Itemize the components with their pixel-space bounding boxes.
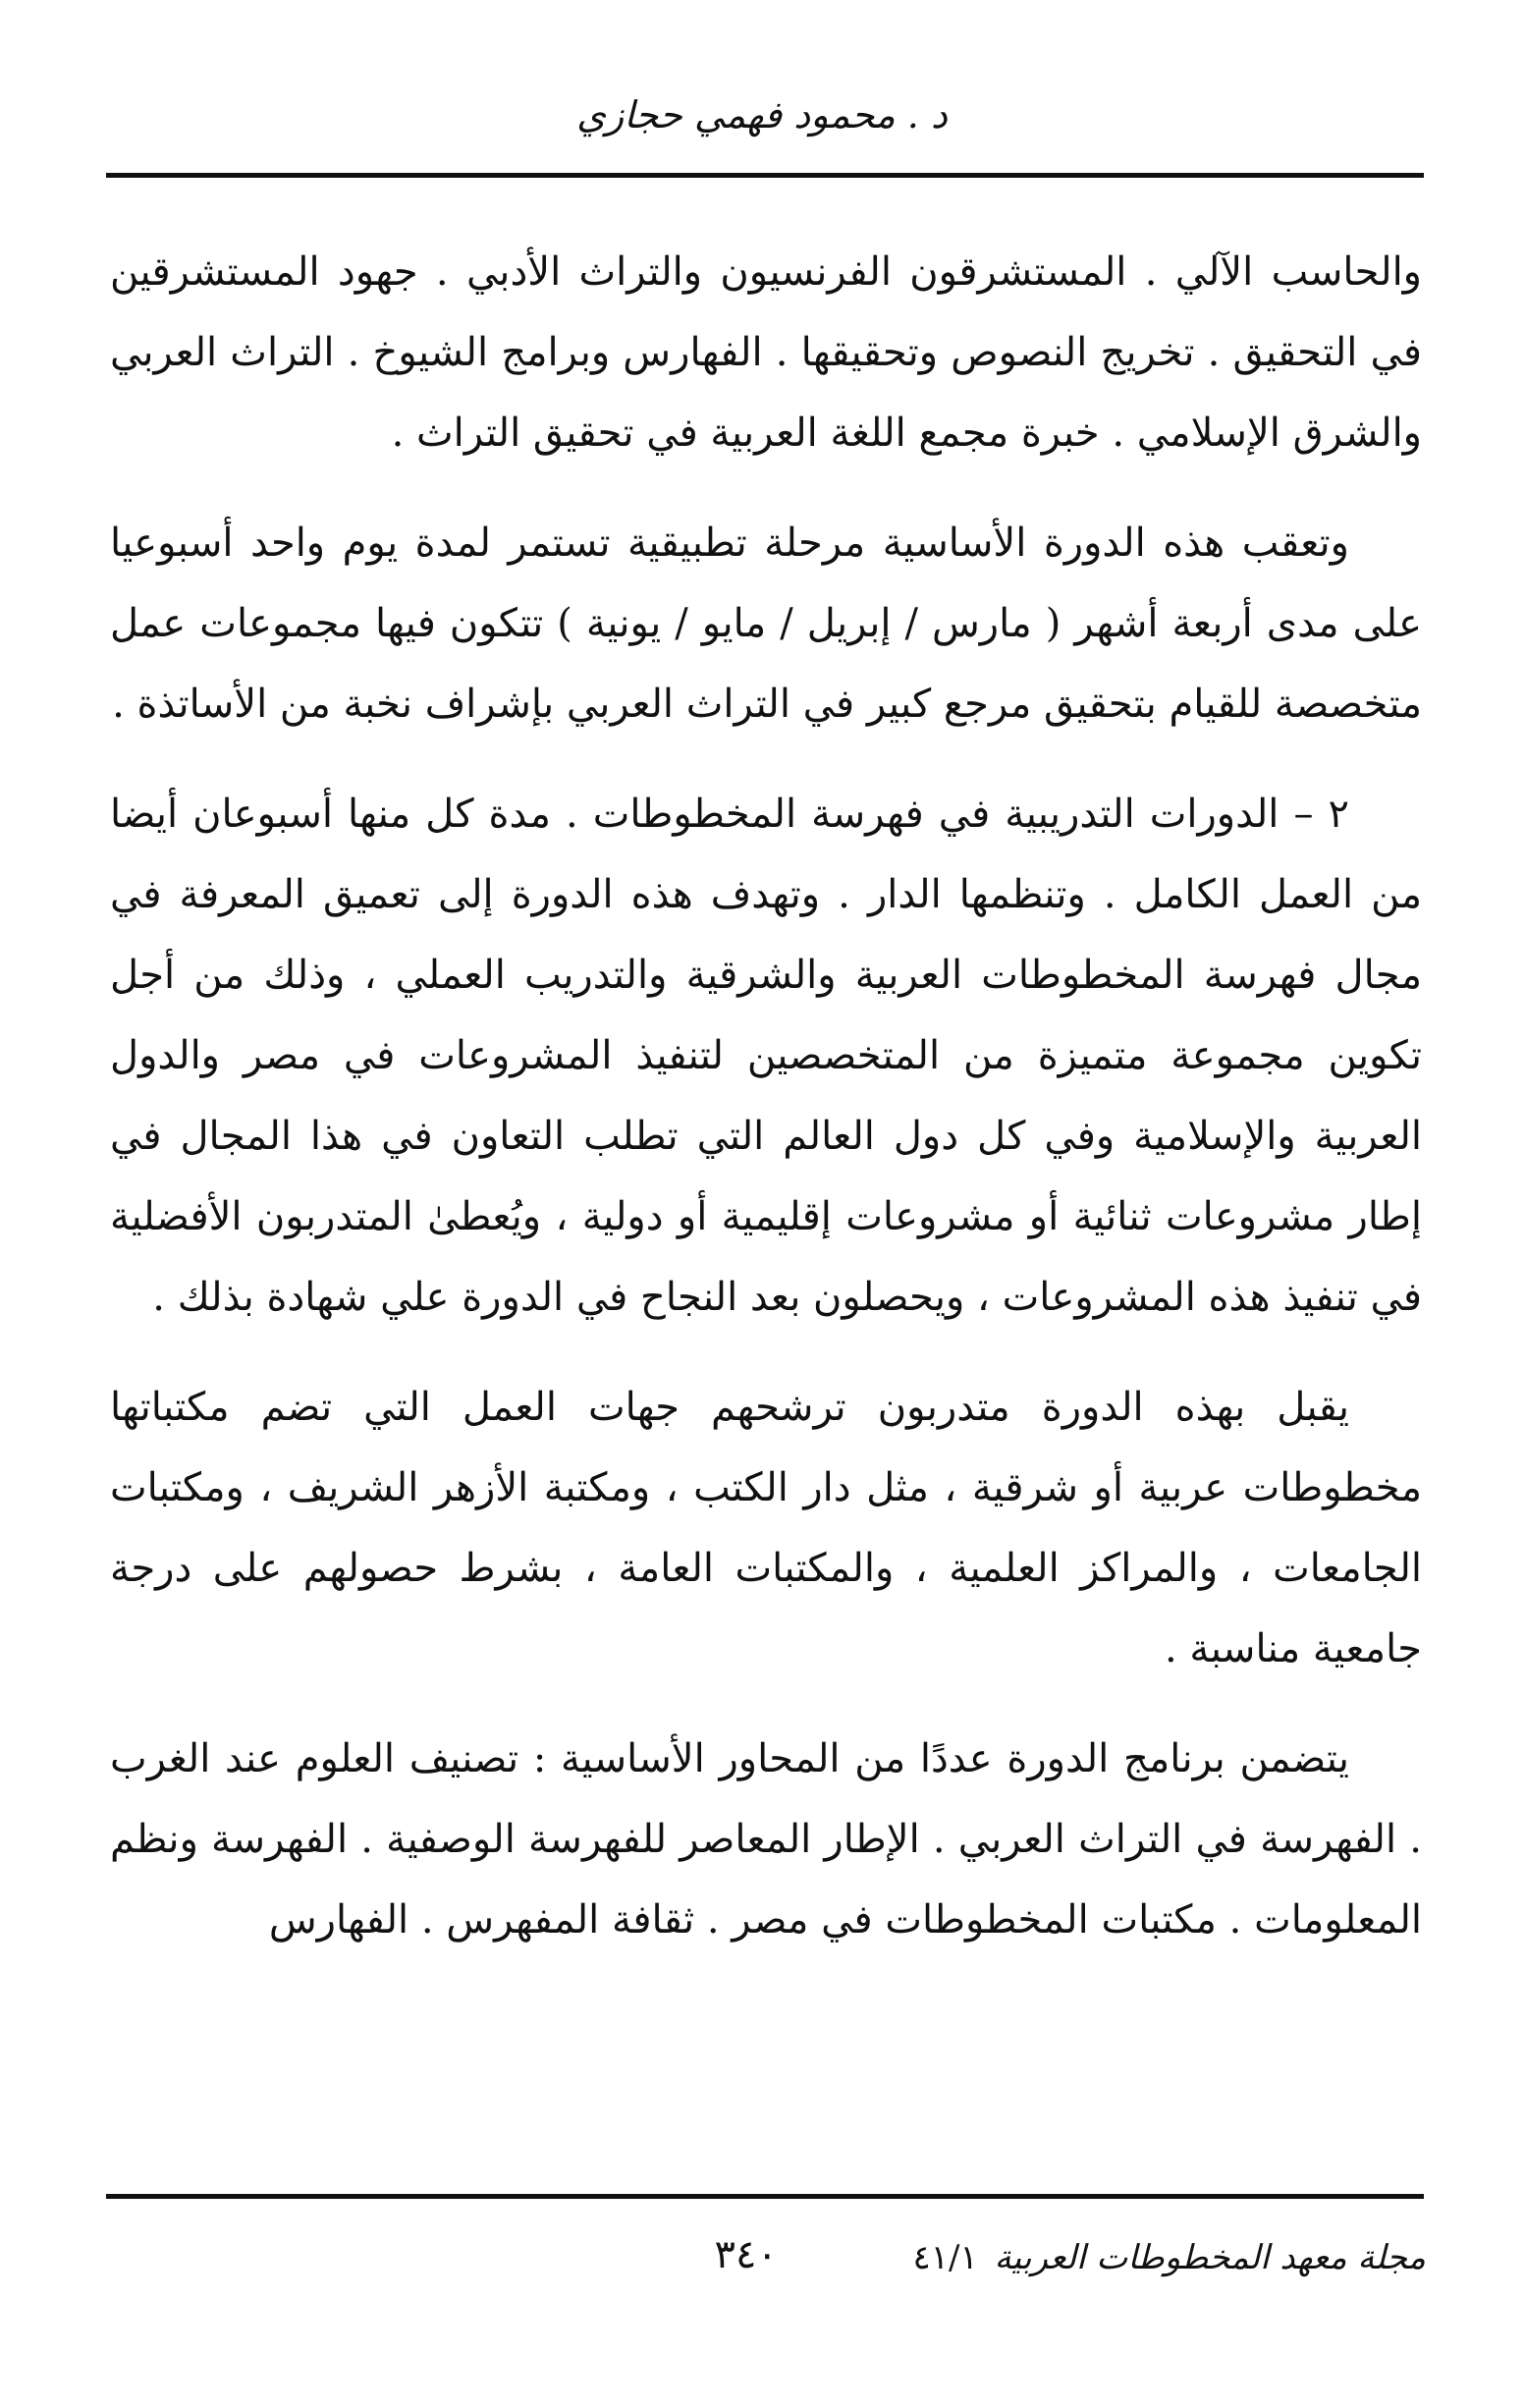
journal-issue: ٤١/١ xyxy=(912,2238,978,2277)
paragraph: يتضمن برنامج الدورة عددًا من المحاور الأساسية : تصنيف العلوم عند الغرب . الفهرسة في التراث العربي . الإطار المعاصر للفهرسة الوصفية . الفهرسة ونظم المعلومات . مكتبات المخطوطات في مصر . ثقافة المفهرس . الفهارس xyxy=(110,1736,1422,1943)
footer-rule xyxy=(106,2194,1424,2199)
page-number: ٣٤٠ xyxy=(714,2232,778,2277)
paragraph: ٢ – الدورات التدريبية في فهرسة المخطوطات . مدة كل منها أسبوعان أيضا من العمل الكامل . وتنظمها الدار . وتهدف هذه الدورة إلى تعميق المعرفة في مجال فهرسة المخطوطات العربية والشرقية والتدريب العملي ، وذلك من أجل تكوين مجموعة متميزة من المتخصصين لتنفيذ المشروعات في مصر والدول العربية والإسلامية وفي كل دول العالم التي تطلب التعاون في هذا المجال في إطار مشروعات ثنائية أو مشروعات إقليمية أو دولية ، ويُعطىٰ المتدربون الأفضلية في تنفيذ هذه المشروعات ، ويحصلون بعد النجاح في الدورة علي شهادة بذلك . xyxy=(110,792,1422,1320)
running-header-author: د . محمود فهمي حجازي xyxy=(576,93,948,137)
paragraph: والحاسب الآلي . المستشرقون الفرنسيون والتراث الأدبي . جهود المستشرقين في التحقيق . تخريج النصوص وتحقيقها . الفهارس وبرامج الشيوخ . التراث العربي والشرق الإسلامي . خبرة مجمع اللغة العربية في تحقيق التراث . xyxy=(110,249,1423,456)
body-text xyxy=(110,232,1422,1990)
journal-title: مجلة معهد المخطوطات العربية xyxy=(994,2238,1426,2277)
page-footer xyxy=(0,2225,1524,2294)
paragraph: وتعقب هذه الدورة الأساسية مرحلة تطبيقية تستمر لمدة يوم واحد أسبوعيا على مدى أربعة أشهر ( مارس / إبريل / مايو / يونية ) تتكون فيها مجموعات عمل متخصصة للقيام بتحقيق مرجع كبير في التراث العربي بإشراف نخبة من الأساتذة . xyxy=(110,520,1422,727)
journal-citation xyxy=(913,2233,1426,2282)
header-rule xyxy=(106,173,1424,178)
paragraph: يقبل بهذه الدورة متدربون ترشحهم جهات العمل التي تضم مكتباتها مخطوطات عربية أو شرقية ، مثل دار الكتب ، ومكتبة الأزهر الشريف ، ومكتبات الجامعات ، والمراكز العلمية ، والمكتبات العامة ، بشرط حصولهم على درجة جامعية مناسبة . xyxy=(110,1385,1422,1671)
